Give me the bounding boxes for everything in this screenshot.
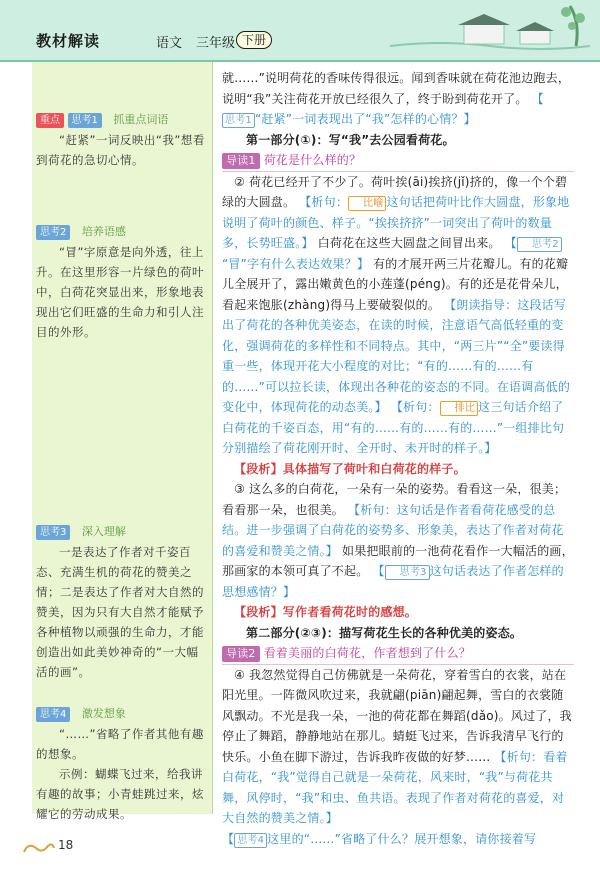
main-content: 就……”说明荷花的香味传得很远。闻到香味就在荷花池边跑去，说明“我”关注荷花开放已经很久了，终于盼到荷花开了。 【思考1 “赶紧”一词表现出了“我”怎样的心情？】 第一部分(①)：写“我”去公园看荷花。 导读1 荷花是什么样的？ ② 荷花已经开了不少了。荷叶挨(āi)挨挤(jǐ)挤的，像一个个碧绿的大圆盘。 【析句： 比喻 这句话把荷叶比作大圆盘，形象地说明了荷叶的颜色、样子。“挨挨挤挤”一词突出了荷叶的数量多，长势旺盛。】 白荷花在这些大圆盘之间冒出来。 【 思考2“冒”字有什么表达效果？】 有的才展开两三片花瓣儿。有的花瓣儿全展开了，露出嫩黄色的小莲蓬(péng)。有的还是花骨朵儿，看起来饱胀(zhàng)得马上要破裂似的。 【朗读指导：这段话写出了荷花的各种优美姿态，在读的时候，注意语气高低轻重的变化，强调荷花的多样性和不同特点。其中，“两三片”“全”要读得重一些，体现开花大小程度的对比；“有的……有的……有的……”可以拉长读，体现出各种花的姿态的不同。在语调高低的变化中，体现荷花的动态美。】 【析句： 排比 这三句话介绍了白荷花的千姿百态，用“有的……有的……有的……”一组排比句分别描绘了荷花刚开时、全开时、未开时的样子。】 【段析】具体描写了荷叶和白荷花的样子。 ③ 这么多的白荷花，一朵有一朵的姿势。看看这一朵，很美；看看那一朵，也很美。 【析句：这句话是作者看荷花感受的总结。进一步强调了白荷花的姿势多、形象美，表达了作者对荷花的喜爱和赞美之情。】 如果把眼前的一池荷花看作一大幅活的画，那画家的本领可真了不起。 【 思考3 这句话表达了作者怎样的思想感情？】 【段析】写作者看荷花时的感想。 第二部分(②③)：描写荷花生长的各种优美的姿态。 导读2 看着美丽的白荷花，作者想到了什么？ ④ 我忽然觉得自己仿佛就是一朵荷花，穿着雪白的衣裳，站在阳光里。一阵微风吹过来，我就翩(piān)翩起舞，雪白的衣裳随风飘动。不光是我一朵，一池的荷花都在舞蹈(dǎo)。风过了，我停止了舞蹈，静静地站在那儿。蜻蜓飞过来，告诉我清早飞行的快乐。小鱼在脚下游过，告诉我昨夜做的好梦…… 【析句：看着白荷花，“我”觉得自己就是一朵荷花，风来时，“我”与荷花共舞，风停时，“我”和虫、鱼共语。表现了作者对荷花的喜爱，对大自然的赞美之情。】 【 思考4 这里的“……”省略了什么？展开想象，请你接着写 <box>222 71 574 846</box>
guide-tag: 导读1 <box>222 153 260 169</box>
think-question: 这里的“……”省略了什么？展开想象，请你接着写 <box>267 831 537 846</box>
paragraph-text: ③ 这么多的白荷花，一朵有一朵的姿势。看看这一朵，很美；看看那一朵，也很美。 <box>222 482 567 517</box>
think-tag: 思考4 <box>36 707 70 722</box>
note-text: “赶紧”一词反映出“我”想看到荷花的急切心情。 <box>36 133 205 167</box>
think-tag: 思考1 <box>68 113 102 128</box>
part-one-title: 第一部分(①)：写“我”去公园看荷花。 <box>246 132 455 147</box>
section-title: 教材解读 <box>36 32 101 50</box>
think-question: “冒”字有什么表达效果？ <box>222 256 357 271</box>
analysis-label: 【析句： <box>390 400 440 414</box>
analysis-note: 【析句：这句话是作者看荷花感受的总结。进一步强调了白荷花的姿势多、形象美，表达了作者对荷花的喜爱和赞美之情。】 <box>222 502 564 558</box>
segment-analysis: 【段析】写作者看荷花时的感想。 <box>234 605 418 619</box>
analysis-note: 这句话把荷叶比作大圆盘，形象地说明了荷叶的颜色、样子。“挨挨挤挤”一词突出了荷叶的数量多，长势旺盛。】 <box>222 195 570 250</box>
sidebar-note-1 <box>36 112 208 170</box>
sidebar-note-2 <box>36 224 208 342</box>
guide-tag: 导读2 <box>222 646 260 662</box>
note-hint: 激发想象 <box>81 707 126 720</box>
note-text: 一是表达了作者对千姿百态、充满生机的荷花的赞美之情；二是表达了作者对大自然的赞美，因为只有大自然才能赋予各种植物以顽强的生命力，才能创造出如此美妙神奇的“一大幅活的画”。 <box>36 545 204 679</box>
column-divider <box>212 62 213 814</box>
key-point-tag: 重点 <box>36 113 64 128</box>
sidebar-note-3 <box>36 524 208 682</box>
note-text: “冒”字原意是向外透，往上升。在这里形容一片绿色的荷叶中，白荷花突显出来，形象地表现出它们旺盛的生命力和引人注目的外形。 <box>36 245 204 339</box>
reading-guide-label: 【朗读指导： <box>444 297 518 312</box>
note-hint: 深入理解 <box>81 525 126 538</box>
grade-label: 三年级 <box>196 36 236 51</box>
paragraph-text: ② 荷花已经开了不少了。荷叶挨(āi)挨挤(jǐ)挤的，像一个个碧绿的大圆盘。 <box>222 174 568 209</box>
analysis-label: 【析句： <box>299 195 349 209</box>
note-hint: 抓重点词语 <box>113 113 169 126</box>
page-number: 18 <box>58 838 74 852</box>
think-question: 这句话表达了作者怎样的思想感情？ <box>222 564 564 599</box>
part-two-title: 第二部分(②③)：描写荷花生长的各种优美的姿态。 <box>246 625 523 640</box>
paragraph-text: 有的才展开两三片花瓣儿。有的花瓣儿全展开了，露出嫩黄色的小莲蓬(péng)。有的还是花骨朵儿，看起来饱胀(zhàng)得马上要破裂似的。 <box>222 256 569 312</box>
note-text: “……”省略了作者其他有趣的想象。 <box>36 727 204 761</box>
analysis-note: 这三句话介绍了白荷花的千姿百态，用“有的……有的……有的……”一组排比句分别描绘了荷花刚开时、全开时、未开时的样子。】 <box>222 400 565 455</box>
think-box: 思考1 <box>222 113 255 128</box>
paragraph-text: 白荷花在这些大圆盘之间冒出来。 <box>317 236 501 250</box>
guide-question: 看着美丽的白荷花，作者想到了什么？ <box>263 646 472 660</box>
paragraph-text: 就……”说明荷花的香味传得很远。闻到香味就在荷花池边跑去，说明“我”关注荷花开放已经很久了，终于盼到荷花开了。 <box>222 71 571 106</box>
sidebar-note-4 <box>36 706 208 824</box>
analysis-note: 【析句：看着白荷花，“我”觉得自己就是一朵荷花，风来时，“我”与荷花共舞，风停时，“我”和虫、鱼共语。表现了作者对荷花的喜爱，对大自然的赞美之情。】 <box>222 749 568 825</box>
paragraph-text: ④ 我忽然觉得自己仿佛就是一朵荷花，穿着雪白的衣裳，站在阳光里。一阵微风吹过来，我就翩(piān)翩起舞，雪白的衣裳随风飘动。不光是我一朵，一池的荷花都在舞蹈(dǎo)。风过了，我停止了舞蹈，静静地站在那儿。蜻蜓飞过来，告诉我清早飞行的快乐。小鱼在脚下游过，告诉我昨夜做的好梦…… <box>222 667 572 764</box>
swirl-decoration-icon <box>22 840 56 858</box>
note-hint: 培养语感 <box>81 225 126 238</box>
pavilion-decoration-icon <box>380 0 600 60</box>
reading-guide-text: 这段话写出了荷花的各种优美姿态，在读的时候，注意语气高低轻重的变化，强调荷花的多样性和不同特点。其中，“两三片”“全”要读得重一些，体现开花大小程度的对比；“有的……有的……有的……”可以拉长读，体现出各种花的姿态的不同。在语调高低的变化中，体现荷花的动态美。】 <box>222 297 571 414</box>
think-box: 思考3 <box>385 565 430 580</box>
think-box: 思考4 <box>234 833 267 848</box>
sidebar-panel <box>32 62 212 814</box>
volume-badge: 下册 <box>236 31 272 49</box>
subject-label: 语文 <box>156 36 183 51</box>
note-example: 示例：蝴蝶飞过来，给我讲有趣的故事；小青蛙跳过来，炫耀它的劳动成果。 <box>36 767 204 821</box>
think-question: “赶紧”一词表现出了“我”怎样的心情？ <box>254 112 464 126</box>
paragraph-text: 如果把眼前的一池荷花看作一大幅活的画，那画家的本领可真了不起。 <box>222 543 574 578</box>
guide-question: 荷花是什么样的？ <box>263 153 362 167</box>
page-header <box>0 0 600 60</box>
parallelism-box: 排比 <box>440 401 478 416</box>
think-tag: 思考2 <box>36 225 70 240</box>
metaphor-box: 比喻 <box>348 196 386 211</box>
think-box: 思考2 <box>517 237 562 252</box>
think-tag: 思考3 <box>36 525 70 540</box>
segment-analysis: 【段析】具体描写了荷叶和白荷花的样子。 <box>234 461 466 476</box>
